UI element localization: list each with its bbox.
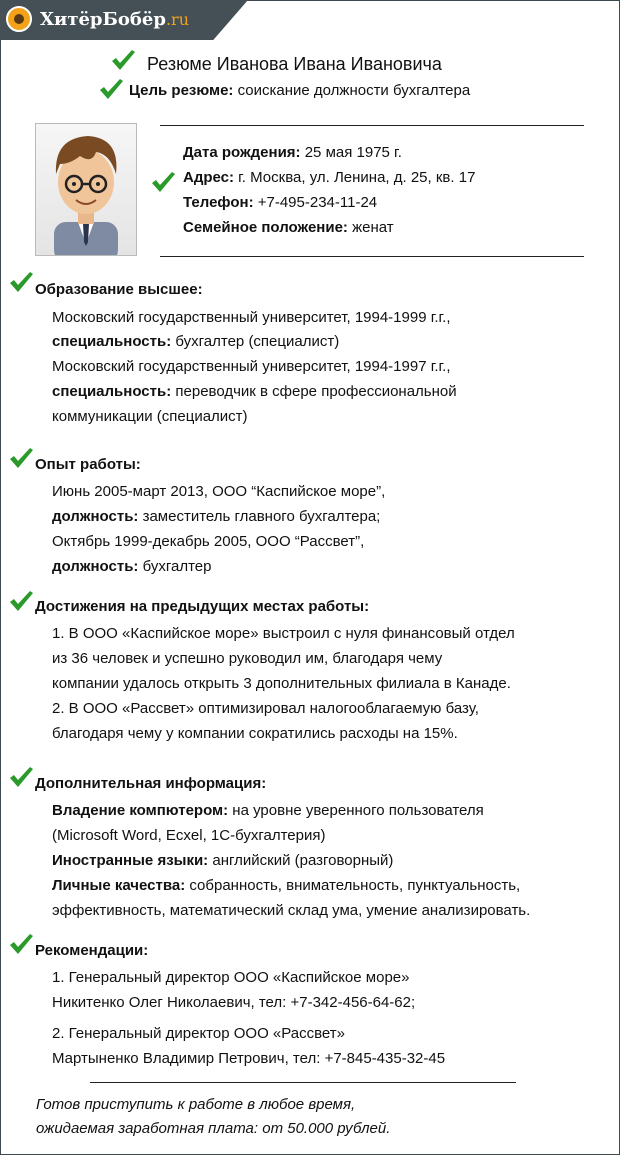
phone: Телефон: +7-495-234-11-24 [183,194,378,211]
divider [160,256,584,257]
computer-skills: Владение компютером: на уровне уверенного пользователя [52,802,484,819]
reference-line: Мартыненко Владимир Петрович, тел: +7-845-435-32-45 [52,1050,446,1067]
divider [160,125,584,126]
education-line: Московский государственный университет, 1994-1997 г.г., [52,358,451,375]
education-heading: Образование высшее: [35,281,203,298]
checkmark-icon [150,170,176,194]
experience-job: Октябрь 1999-декабрь 2005, ООО “Рассвет”, [52,533,365,550]
references-heading: Рекомендации: [35,942,149,959]
additional-heading: Дополнительная информация: [35,775,267,792]
checkmark-icon [8,270,34,294]
achievement-line: благодаря чему у компании сократились расходы на 15%. [52,725,458,742]
achievement-line: из 36 человек и успешно руководил им, благодаря чему [52,650,443,667]
computer-skills-cont: (Microsoft Word, Ecxel, 1С-бухгалтерия) [52,827,326,844]
address: Адрес: г. Москва, ул. Ленина, д. 25, кв. 17 [183,169,476,186]
checkmark-icon [110,48,136,72]
birth-date: Дата рождения: 25 мая 1975 г. [183,144,402,161]
personal-qualities-cont: эффективность, математический склад ума, умение анализировать. [52,902,531,919]
brand-logo-text[interactable]: ХитёрБобёр.ru [40,9,189,30]
achievement-line: компании удалось открыть 3 дополнительных филиала в Канаде. [52,675,511,692]
achievement-line: 1. В ООО «Каспийское море» выстроил с нуля финансовый отдел [52,625,515,642]
beaver-logo-icon [6,6,32,32]
resume-goal: Цель резюме: соискание должности бухгалтера [129,82,471,99]
achievements-heading: Достижения на предыдущих местах работы: [35,598,370,615]
checkmark-icon [98,77,124,101]
achievement-line: 2. В ООО «Рассвет» оптимизировал налогооблагаемую базу, [52,700,479,717]
reference-line: Никитенко Олег Николаевич, тел: +7-342-456-64-62; [52,994,416,1011]
resume-title: Резюме Иванова Ивана Ивановича [147,54,442,74]
experience-heading: Опыт работы: [35,456,141,473]
education-line: Московский государственный университет, 1994-1999 г.г., [52,309,451,326]
education-specialty: специальность: бухгалтер (специалист) [52,333,340,350]
experience-position: должность: бухгалтер [52,558,212,575]
footer-note: ожидаемая заработная плата: от 50.000 рублей. [36,1120,391,1137]
experience-position: должность: заместитель главного бухгалтера; [52,508,381,525]
footer-note: Готов приступить к работе в любое время, [36,1096,356,1113]
cartoon-man-icon [36,124,136,255]
checkmark-icon [8,765,34,789]
education-line: коммуникации (специалист) [52,408,248,425]
reference-line: 1. Генеральный директор ООО «Каспийское море» [52,969,410,986]
personal-qualities: Личные качества: собранность, внимательность, пунктуальность, [52,877,521,894]
family-status: Семейное положение: женат [183,219,394,236]
reference-line: 2. Генеральный директор ООО «Рассвет» [52,1025,345,1042]
checkmark-icon [8,932,34,956]
avatar [35,123,137,256]
experience-job: Июнь 2005-март 2013, ООО “Каспийское море”, [52,483,386,500]
checkmark-icon [8,589,34,613]
languages: Иностранные языки: английский (разговорный) [52,852,394,869]
education-specialty: специальность: переводчик в сфере профессиональной [52,383,457,400]
checkmark-icon [8,446,34,470]
divider [90,1082,516,1083]
